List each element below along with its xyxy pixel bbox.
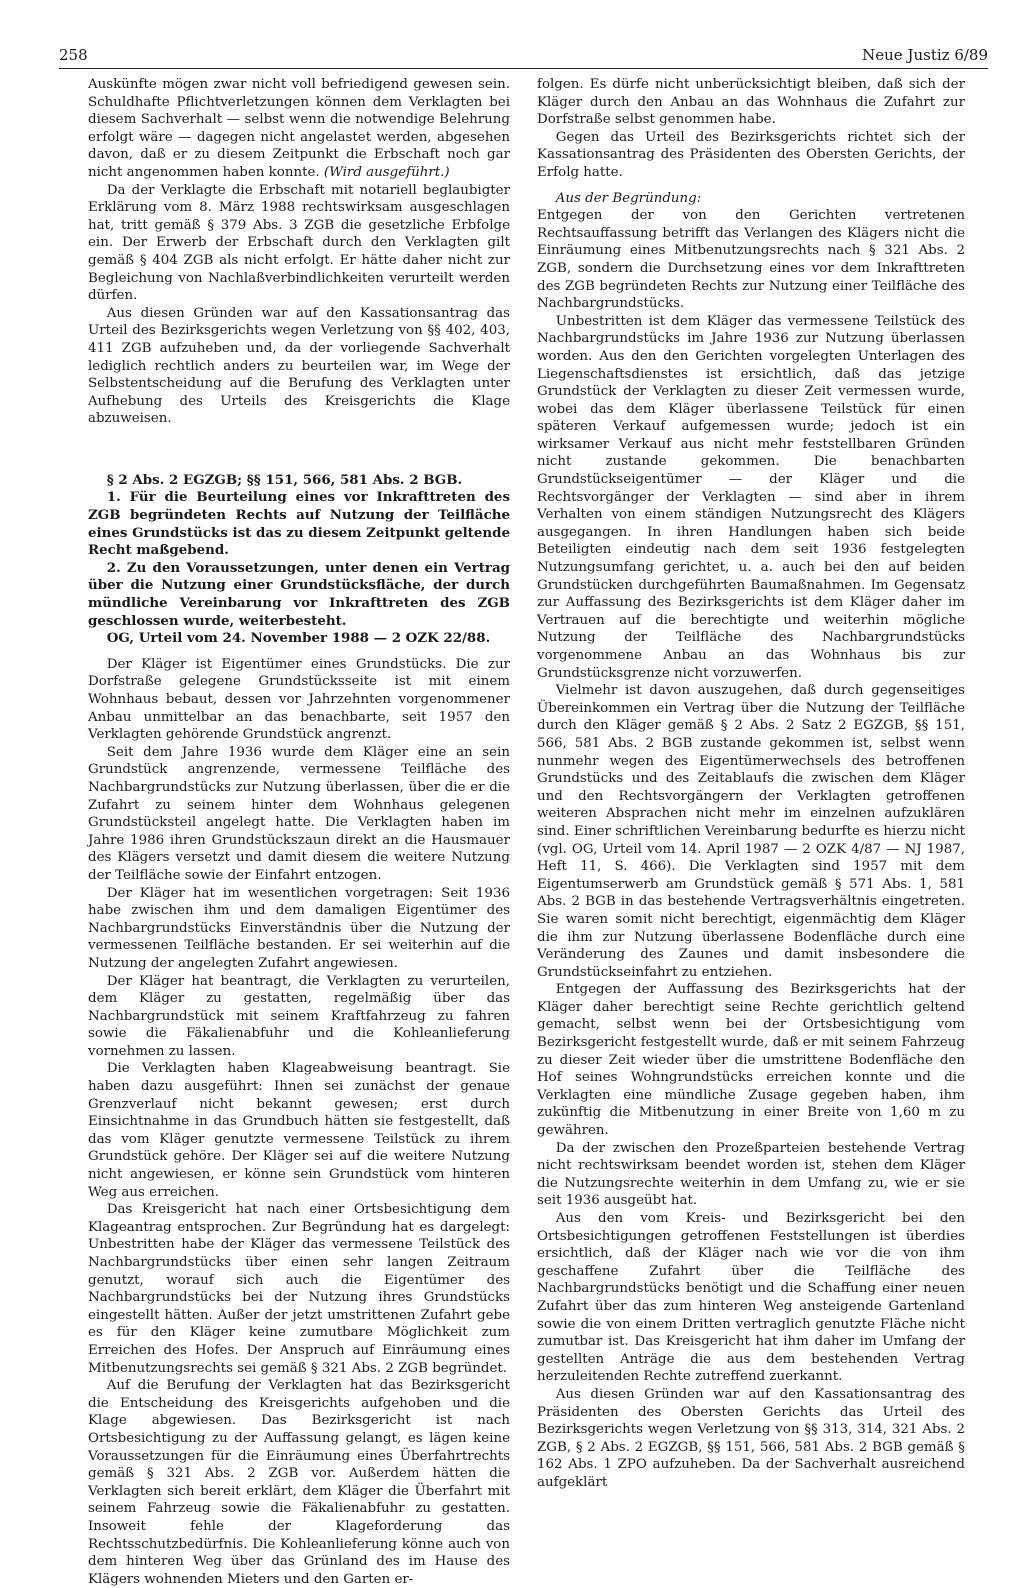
paragraph: Auf die Berufung der Verklagten hat das Bezirksgericht die Entscheidung des Kreisgerichts aufgehoben und die Klage abgewiesen. Das Bezirksgericht ist nach Ortsbesichtigung zu der Auffassung gelangt, es lägen keine Voraussetzungen für die Einräumung eines Überfahrtrechts gemäß § 321 Abs. 2 ZGB vor. Außerdem hätten die Verklagten sich bereit erklärt, dem Kläger die Überfahrt mit seinem Fahrzeug sowie die Fäkalienabfuhr zu gestatten. Insoweit fehle der Klageforderung das Rechtsschutzbedürfnis. Die Kohleanlieferung könne auch von dem hinteren Weg über das Grünland des im Hause des Klägers wohnenden Mieters und den Garten er-	[88, 1378, 510, 1587]
paragraph: Aus den vom Kreis- und Bezirksgericht bei den Ortsbesichtigungen getroffenen Feststellungen ist überdies ersichtlich, daß der Kläger nach wie vor die von ihm geschaffene Zufahrt über die Teilfläche des Nachbargrundstücks benötigt und die Schaffung einer neuen Zufahrt über das zum hinteren Weg ansteigende Gartenland sowie die von einem Dritten vertraglich genutzte Fläche nicht zumutbar ist. Das Kreisgericht hat ihm daher im Umfang der gestellten Anträge die aus dem bestehenden Vertrag herzuleitenden Rechte zutreffend zuerkannt.	[537, 1211, 965, 1385]
page-number: 258	[59, 46, 88, 64]
section-gap	[537, 182, 965, 190]
paragraph: folgen. Es dürfe nicht unberücksichtigt bleiben, daß sich der Kläger durch den Anbau an das Wohnhaus die Zufahrt zur Dorfstraße selbst genommen habe.	[537, 77, 965, 128]
paragraph: Der Kläger hat im wesentlichen vorgetragen: Seit 1936 habe zwischen ihm und dem damaligen Eigentümer des Nachbargrundstücks Einverständnis über die Nutzung der vermessenen Teilfläche bestanden. Er sei weiterhin auf die Nutzung der angelegten Zufahrt angewiesen.	[88, 885, 510, 971]
paragraph: Da der Verklagte die Erbschaft mit notariell beglaubigter Erklärung vom 8. März 1988 rechtswirksam ausgeschlagen hat, tritt gemäß § 379 Abs. 3 ZGB die gesetzliche Erbfolge ein. Der Erwerb der Erbschaft durch den Verklagten gilt gemäß § 404 ZGB als nicht erfolgt. Er hätte daher nicht zur Begleichung von Nachlaßverbindlichkeiten verurteilt werden dürfen.	[88, 182, 510, 304]
paragraph: Unbestritten ist dem Kläger das vermessene Teilstück des Nachbargrundstücks im Jahre 1936 zur Nutzung überlassen worden. Aus den den Gerichten vorgelegten Unterlagen des Liegenschaftsdienstes ist ersichtlich, daß das jetzige Grundstück der Verklagten zu dieser Zeit vermessen wurde, wobei das dem Kläger überlassene Teilstück für einen späteren Verkauf aufgemessen wurde; jedoch ist ein wirksamer Verkauf aus nicht mehr feststellbaren Gründen nicht zustande gekommen. Die benachbarten Grundstückseigentümer — der Kläger und die Rechtsvorgänger der Verklagten — sind aber in ihrem Verhalten von einem ständigen Nutzungsrecht des Klägers ausgegangen. In ihren Handlungen haben sich beide Beteiligten eindeutig nach dem seit 1936 festgelegten Nutzungsumfang gerichtet, u. a. auch bei den auf beiden Grundstücken durchgeführten Baumaßnahmen. Im Gegensatz zur Auffassung des Bezirksgerichts ist dem Kläger daher im Vertrauen auf die berechtigte und weiterhin mögliche Nutzung der Teilfläche des Nachbargrundstücks vorgenommene Anbau an das Wohnhaus bis zur Grundstücksgrenze nicht vorzuwerfen.	[537, 313, 965, 681]
paragraph: Entgegen der Auffassung des Bezirksgerichts hat der Kläger daher berechtigt seine Rechte gerichtlich geltend gemacht, selbst wenn bei der Ortsbesichtigung vom Bezirksgericht festgestellt wurde, daß er mit seinem Fahrzeug zu dieser Zeit wieder über die umstrittene Bodenfläche den Hof seines Wohngrundstücks erreichen konnte und die Verklagten eine mündliche Zusage gegeben haben, ihm zukünftig die Mitbenutzung in einer Breite von 1,60 m zu gewähren.	[537, 982, 965, 1139]
cited-norms: § 2 Abs. 2 EGZGB; §§ 151, 566, 581 Abs. 2 BGB.	[106, 471, 463, 488]
paragraph: Auskünfte mögen zwar nicht voll befriedigend gewesen sein. Schuldhafte Pflichtverletzungen können dem Verklagten bei diesem Sachverhalt — selbst wenn die notwendige Belehrung erfolgt wäre — dagegen nicht angelastet werden, abgesehen davon, daß er zu diesem Zeitpunkt die Erbschaft noch gar nicht angenommen haben konnte. (Wird ausgeführt.)	[88, 77, 510, 180]
paragraph: Seit dem Jahre 1936 wurde dem Kläger eine an sein Grundstück angrenzende, vermessene Teilfläche des Nachbargrundstücks zur Nutzung überlassen, über die er die Zufahrt zu seinem hinter dem Wohnhaus gelegenen Grundstücksteil angelegt hatte. Die Verklagten haben im Jahre 1986 ihren Grundstückszaun direkt an die Hausmauer des Klägers versetzt und damit diesem die weitere Nutzung der Teilfläche sowie der Einfahrt entzogen.	[88, 744, 510, 883]
case-citation: OG, Urteil vom 24. November 1988 — 2 OZK 22/88.	[106, 630, 491, 647]
section-heading: Aus der Begründung:	[555, 190, 702, 206]
paragraph: Gegen das Urteil des Bezirksgerichts richtet sich der Kassationsantrag des Präsidenten des Obersten Gerichts, der Erfolg hatte.	[537, 129, 965, 180]
paragraph: Vielmehr ist davon auszugehen, daß durch gegenseitiges Übereinkommen ein Vertrag über die Nutzung der Teilfläche durch den Kläger gemäß § 2 Abs. 2 Satz 2 EGZGB, §§ 151, 566, 581 Abs. 2 BGB zustande gekommen ist, selbst wenn nunmehr wegen des Eigentümerwechsels des betroffenen Grundstücks und des Zeitablaufs die zwischen dem Kläger und den Rechtsvorgängern der Verklagten getroffenen weiteren Absprachen nicht mehr im einzelnen aufzuklären sind. Einer schriftlichen Vereinbarung bedurfte es hierzu nicht (vgl. OG, Urteil vom 14. April 1987 — 2 OZK 4/87 — NJ 1987, Heft 11, S. 466). Die Verklagten sind 1957 mit dem Eigentumserwerb am Grundstück gemäß § 571 Abs. 1, 581 Abs. 2 BGB in das bestehende Vertragsverhältnis eingetreten. Sie waren somit nicht berechtigt, eigenmächtig dem Kläger die ihm zur Nutzung überlassene Bodenfläche durch eine Veränderung des Zaunes und damit insbesondere die Grundstückseinfahrt zu entziehen.	[537, 683, 965, 980]
paragraph: Der Kläger hat beantragt, die Verklagten zu verurteilen, dem Kläger zu gestatten, regelmäßig über das Nachbargrundstück mit seinem Kraftfahrzeug zu fahren sowie die Fäkalienabfuhr und die Kohleanlieferung vornehmen zu lassen.	[88, 973, 510, 1059]
right-column	[537, 76, 965, 1492]
left-column	[88, 76, 510, 1588]
headnote-2: 2. Zu den Voraussetzungen, unter denen ein Vertrag über die Nutzung einer Grundstücksfläche, der durch mündliche Vereinbarung vor Inkrafttreten des ZGB geschlossen wurde, weiterbesteht.	[88, 559, 510, 629]
journal-issue: Neue Justiz 6/89	[862, 46, 988, 64]
paragraph: Aus diesen Gründen war auf den Kassationsantrag das Urteil des Bezirksgerichts wegen Verletzung von §§ 402, 403, 411 ZGB aufzuheben und, da der vorliegende Sachverhalt lediglich rechtlich anders zu beurteilen war, im Wege der Selbstentscheidung auf die Berufung des Verklagten unter Aufhebung des Urteils des Kreisgerichts die Klage abzuweisen.	[88, 305, 510, 427]
omission-note: (Wird ausgeführt.)	[323, 164, 450, 180]
paragraph: Aus diesen Gründen war auf den Kassationsantrag des Präsidenten des Obersten Gerichts das Urteil des Bezirksgerichts wegen Verletzung von §§ 313, 314, 321 Abs. 2 ZGB, § 2 Abs. 2 EGZGB, §§ 151, 566, 581 Abs. 2 BGB gemäß § 162 Abs. 1 ZPO aufzuheben. Da der Sachverhalt ausreichend aufgeklärt	[537, 1386, 965, 1490]
headnote-1: 1. Für die Beurteilung eines vor Inkrafttreten des ZGB begründeten Rechts auf Nutzung der Teilfläche eines Grundstücks ist das zu diesem Zeitpunkt geltende Recht maßgebend.	[88, 489, 510, 559]
paragraph: Der Kläger ist Eigentümer eines Grundstücks. Die zur Dorfstraße gelegene Grundstücksseite ist mit einem Wohnhaus bebaut, dessen vor Jahrzehnten vorgenommener Anbau unmittelbar an das benachbarte, seit 1957 den Verklagten gehörende Grundstück angrenzt.	[88, 656, 510, 743]
paragraph: Die Verklagten haben Klageabweisung beantragt. Sie haben dazu ausgeführt: Ihnen sei zunächst der genaue Grenzverlauf nicht bekannt gewesen; erst durch Einsichtnahme in das Grundbuch hätten sie festgestellt, daß das vom Kläger genutzte vermessene Teilstück zu ihrem Grundstück gehöre. Der Kläger sei auf die weitere Nutzung nicht angewiesen, er könne sein Grundstück vom hinteren Weg aus erreichen.	[88, 1061, 510, 1200]
section-gap	[88, 428, 510, 472]
paragraph: Da der zwischen den Prozeßparteien bestehende Vertrag nicht rechtswirksam beendet worden ist, stehen dem Kläger die Nutzungsrechte weiterhin in dem Umfang zu, wie er sie seit 1936 ausgeübt hat.	[537, 1140, 965, 1209]
section-gap	[88, 648, 510, 656]
paragraph: Das Kreisgericht hat nach einer Ortsbesichtigung dem Klageantrag entsprochen. Zur Begründung hat es dargelegt: Unbestritten habe der Kläger das vermessene Teilstück des Nachbargrundstücks über einen sehr langen Zeitraum genutzt, worauf sich auch die Eigentümer des Nachbargrundstücks bei der Nutzung ihres Grundstücks eingestellt hätten. Außer der jetzt umstrittenen Zufahrt gebe es für den Kläger keine zumutbare Möglichkeit zum Erreichen des Hofes. Der Anspruch auf Einräumung eines Mitbenutzungsrechts sei gemäß § 321 Abs. 2 ZGB begründet.	[88, 1202, 510, 1376]
paragraph: Entgegen der von den Gerichten vertretenen Rechtsauffassung betrifft das Verlangen des Klägers nicht die Einräumung eines Mitbenutzungsrechts nach § 321 Abs. 2 ZGB, sondern die Durchsetzung eines vor dem Inkrafttreten des ZGB begründeten Rechts zur Nutzung einer Teilfläche des Nachbargrundstücks.	[537, 208, 965, 312]
running-header	[59, 44, 988, 69]
